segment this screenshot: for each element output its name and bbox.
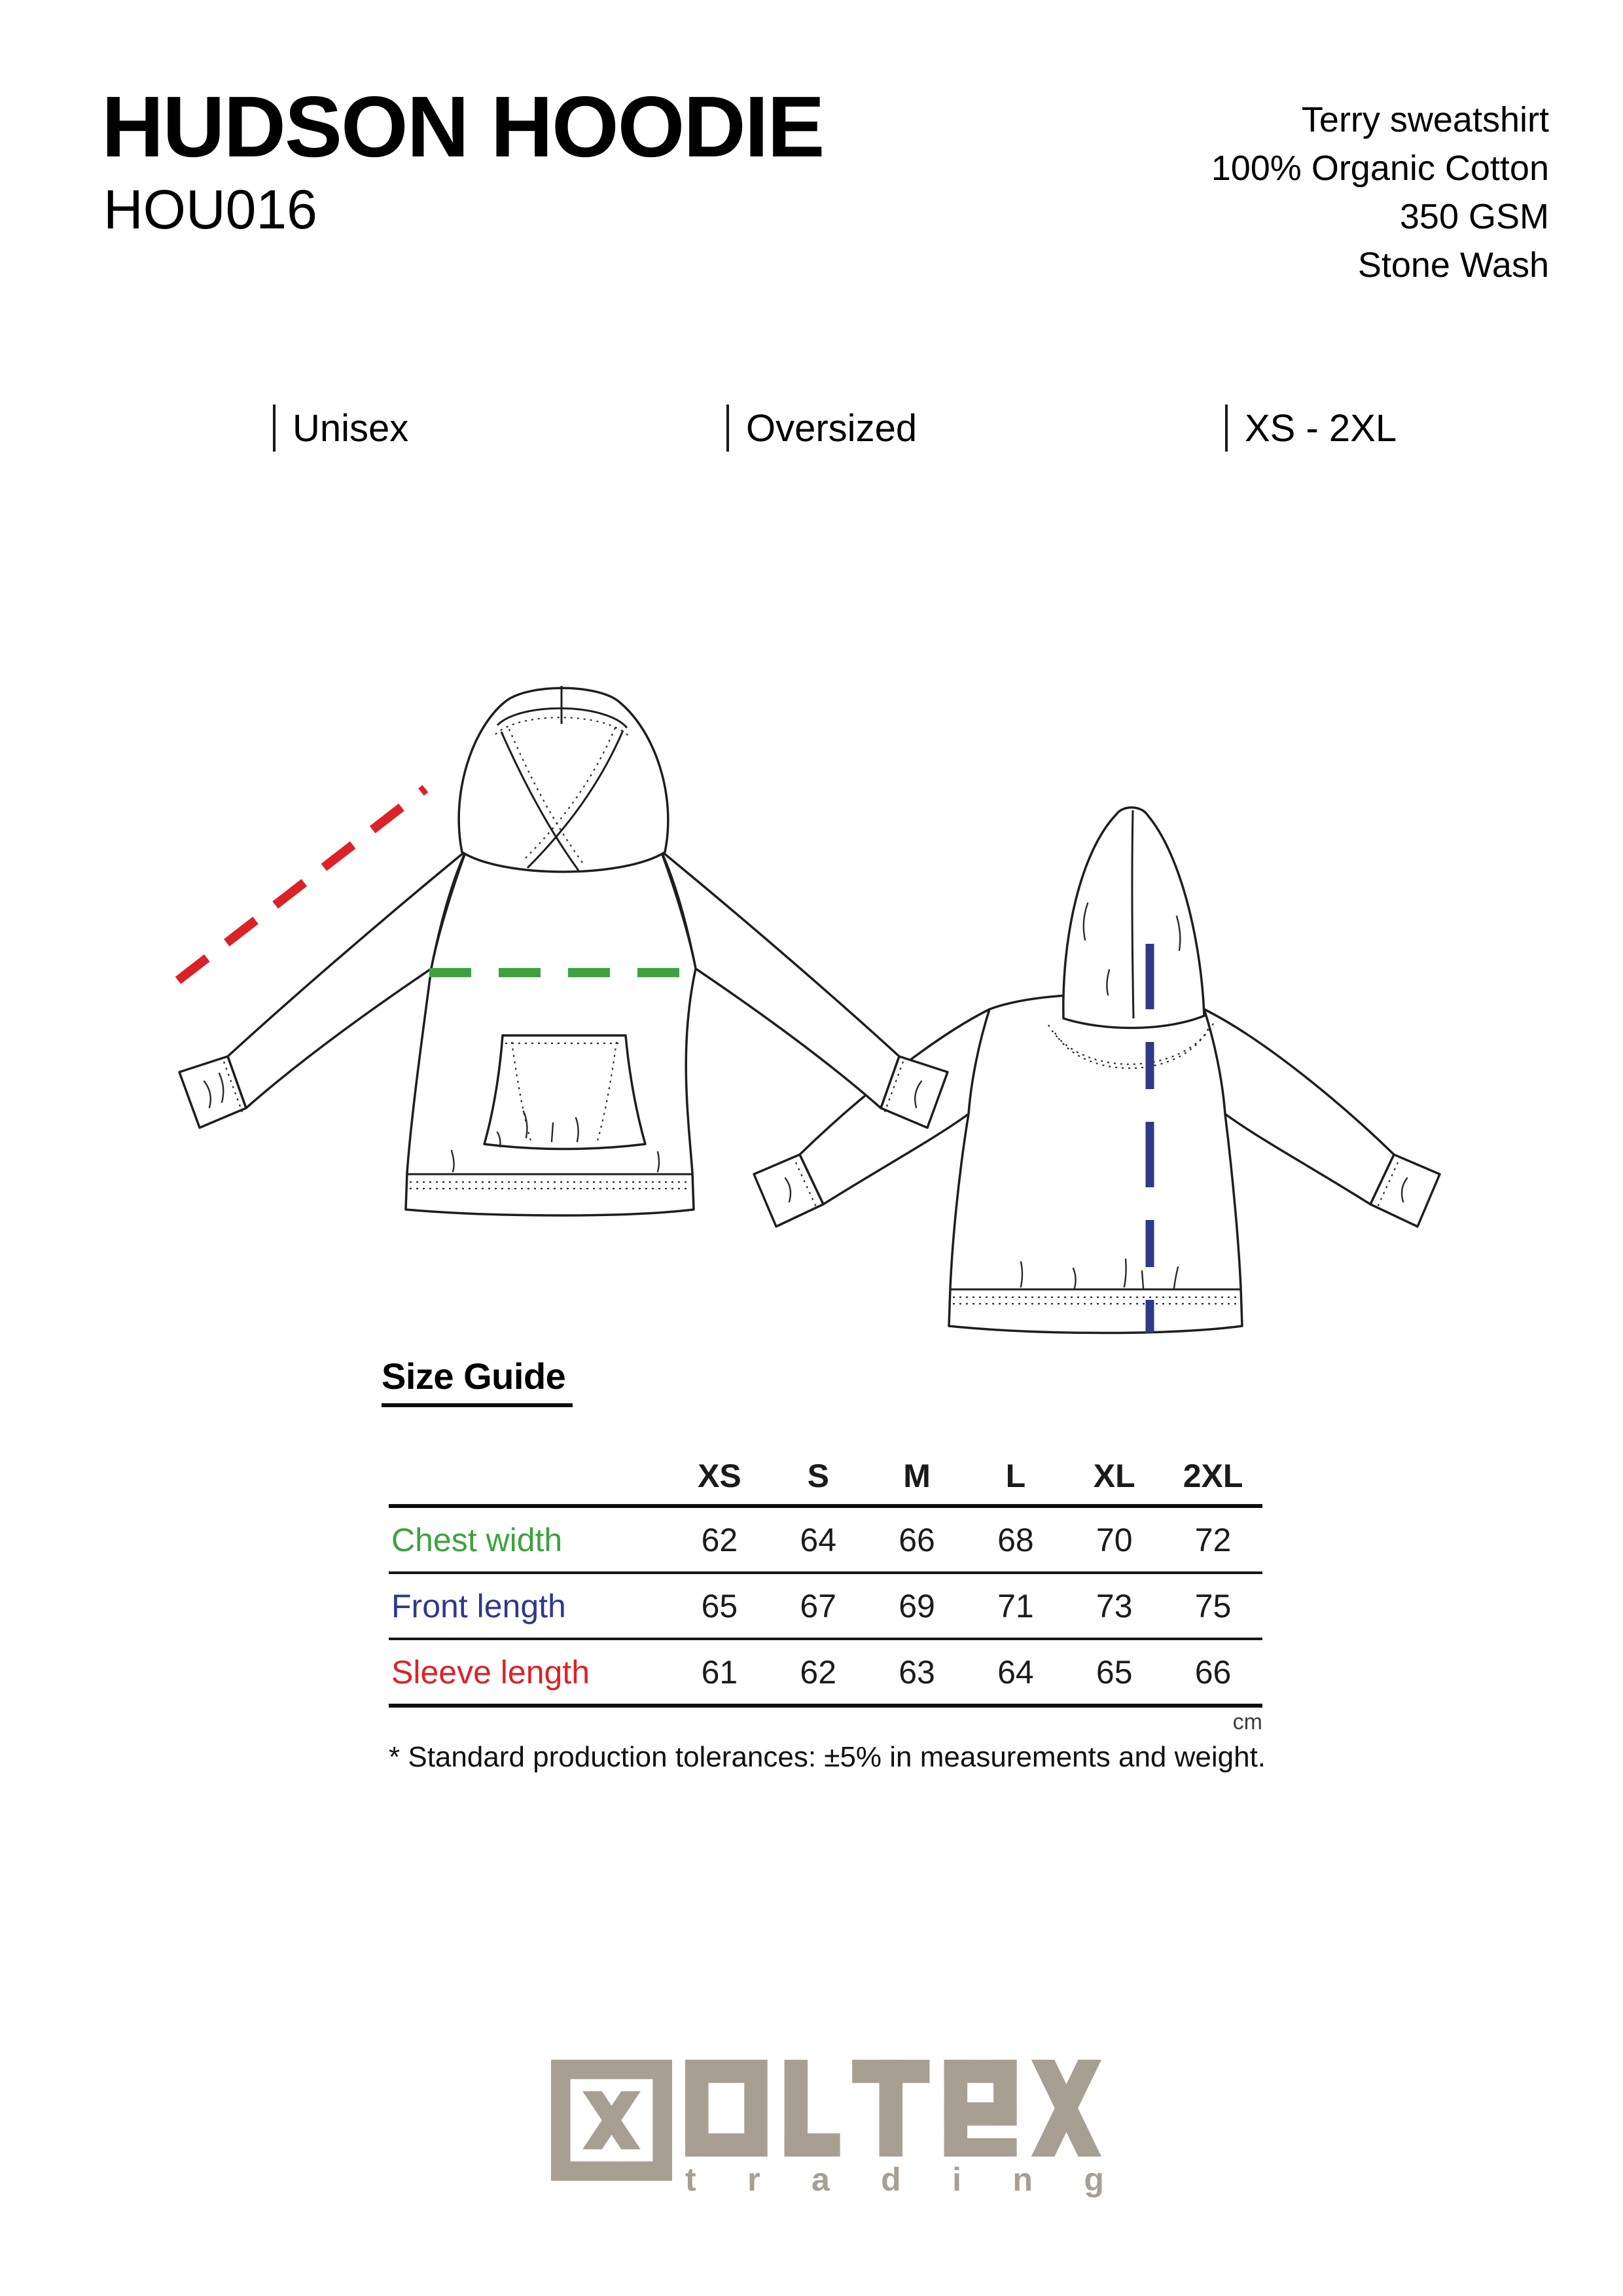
column-header: XS (698, 1458, 741, 1494)
table-cell: 65 (701, 1587, 738, 1624)
product-code: HOU016 (103, 179, 317, 240)
table-cell: 68 (997, 1521, 1034, 1558)
spec-line: Stone Wash (1357, 245, 1549, 285)
attribute-label: Oversized (746, 406, 918, 450)
table-cell: 75 (1194, 1587, 1232, 1624)
oltex-logo-icon (551, 2060, 672, 2181)
table-cell: 69 (899, 1587, 935, 1624)
column-header: M (903, 1458, 931, 1494)
row-label: Front length (391, 1587, 566, 1624)
logo-subtext-letter: t (685, 2161, 696, 2198)
table-cell: 67 (800, 1587, 837, 1624)
unit-label: cm (1232, 1710, 1262, 1734)
logo-subtext (685, 2163, 1104, 2196)
table-cell: 62 (800, 1653, 837, 1691)
table-cell: 64 (997, 1653, 1034, 1691)
attribute-label: XS - 2XL (1245, 406, 1397, 450)
size-guide-table (389, 1448, 1262, 1708)
logo-subtext-letter: i (952, 2161, 962, 2198)
table-cell: 64 (800, 1521, 837, 1558)
table-cell: 61 (701, 1653, 738, 1691)
spec-line: 350 GSM (1399, 197, 1549, 236)
attribute-cut (726, 404, 917, 452)
table-cell: 63 (899, 1653, 935, 1691)
fabric-specs (1211, 96, 1549, 289)
column-header: L (1005, 1458, 1026, 1494)
table-row-sleeve-length (389, 1640, 1262, 1708)
tolerance-footnote: * Standard production tolerances: ±5% in measurements and weight. (389, 1741, 1266, 1773)
logo-subtext-letter: n (1012, 2161, 1033, 2198)
attribute-size-range (1225, 404, 1397, 452)
page-title: HUDSON HOODIE (101, 79, 824, 175)
row-label: Sleeve length (391, 1653, 590, 1691)
spec-line: Terry sweatshirt (1301, 100, 1549, 139)
logo-subtext-letter: g (1084, 2161, 1104, 2198)
table-cell: 73 (1096, 1587, 1133, 1624)
spec-line: 100% Organic Cotton (1211, 149, 1549, 188)
column-header: 2XL (1183, 1458, 1243, 1494)
table-cell: 70 (1096, 1521, 1133, 1558)
oltex-wordmark (685, 2060, 1101, 2157)
logo-subtext-letter: a (811, 2161, 830, 2198)
logo-subtext-letter: r (747, 2161, 760, 2198)
table-cell: 66 (1194, 1653, 1232, 1691)
table-cell: 66 (899, 1521, 935, 1558)
table-cell: 72 (1194, 1521, 1232, 1558)
logo-subtext-letter: d (881, 2161, 901, 2198)
column-header: S (807, 1458, 829, 1494)
table-cell: 71 (997, 1587, 1034, 1624)
attribute-fit (273, 404, 408, 452)
table-cell: 65 (1096, 1653, 1133, 1691)
hoodie-technical-drawing (0, 622, 1623, 1374)
size-guide-underline (382, 1403, 573, 1407)
table-header-row (389, 1448, 1262, 1508)
column-header: XL (1093, 1458, 1135, 1494)
table-cell: 62 (701, 1521, 738, 1558)
row-label: Chest width (391, 1521, 563, 1558)
size-guide-heading: Size Guide (382, 1355, 566, 1397)
table-row-front-length (389, 1574, 1262, 1640)
attribute-label: Unisex (293, 406, 409, 450)
table-row-chest-width (389, 1508, 1262, 1574)
